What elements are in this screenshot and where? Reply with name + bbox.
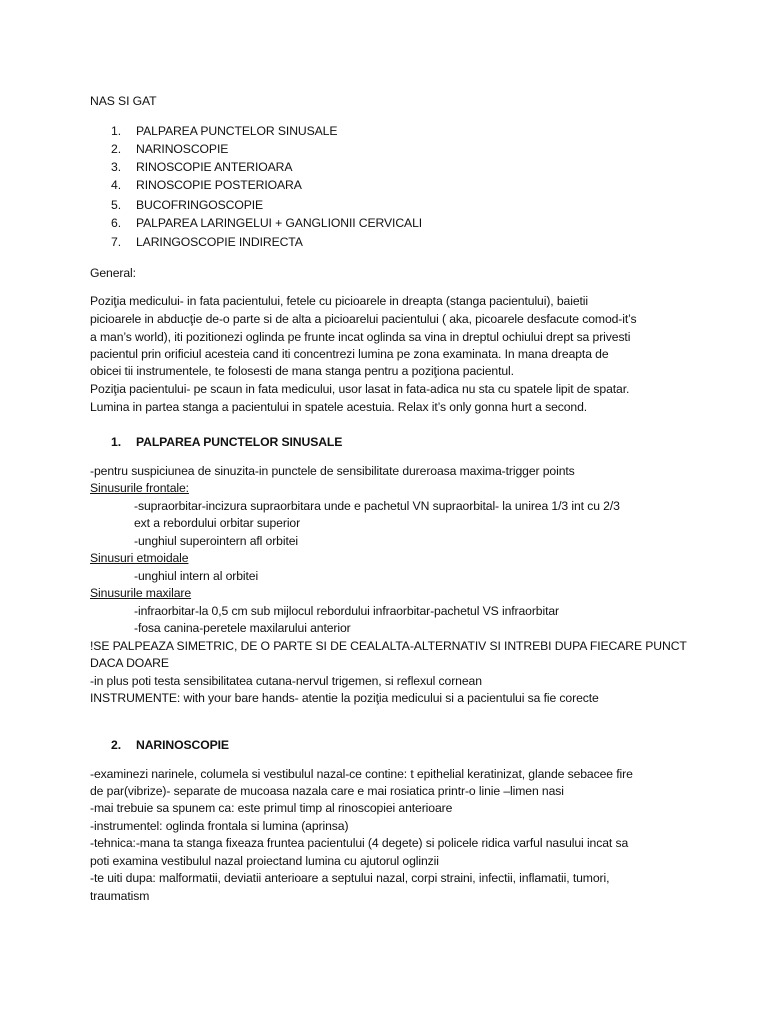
toc-item: PALPAREA LARINGELUI + GANGLIONII CERVICALI [136,216,423,230]
toc-item: BUCOFRINGOSCOPIE [136,198,264,212]
general-line: obicei tii instrumentele, te folosesti de mana stanga pentru a poziţiona pacientul. [90,364,514,378]
body-line: poti examina vestibulul nazal proiectand lumina cu ajutorul oglinzii [90,854,439,868]
toc-item: PALPAREA PUNCTELOR SINUSALE [136,124,338,138]
body-line: -te uiti dupa: malformatii, deviatii anterioare a septului nazal, corpi straini, infectii, inflamatii, tumori, [90,871,610,885]
body-line: -instrumentel: oglinda frontala si lumina (aprinsa) [90,819,349,833]
general-line: Poziţia pacientului- pe scaun in fata medicului, usor lasat in fata-adica nu sta cu spatele lipit de spatar. [90,382,630,396]
general-line: pacientul prin orificiul acesteia cand iti concentrezi lumina pe zona examinata. In mana dreapta de [90,347,609,361]
document-title: NAS SI GAT [90,94,157,108]
body-line: -unghiul intern al orbitei [134,569,259,583]
body-line: -mai trebuie sa spunem ca: este primul timp al rinoscopiei anterioare [90,801,453,815]
body-line: ext a rebordului orbitar superior [134,516,301,530]
subheading: Sinusurile maxilare [90,586,192,600]
general-line: Lumina in partea stanga a pacientului in spatele acestuia. Relax it’s only gonna hurt a second. [90,400,588,414]
subheading: Sinusuri etmoidale [90,551,189,565]
toc-item: LARINGOSCOPIE INDIRECTA [136,235,303,249]
toc-number: 5. [111,198,122,212]
body-line: -infraorbitar-la 0,5 cm sub mijlocul rebordului infraorbitar-pachetul VS infraorbitar [134,604,560,618]
toc-number: 1. [111,124,122,138]
toc-item: RINOSCOPIE ANTERIOARA [136,160,293,174]
body-line: -in plus poti testa sensibilitatea cutana-nervul trigemen, si reflexul cornean [90,674,482,688]
general-heading: General: [90,266,136,280]
section-heading: PALPAREA PUNCTELOR SINUSALE [136,435,343,449]
toc-number: 6. [111,216,122,230]
section-number: 1. [111,435,122,449]
toc-number: 7. [111,235,122,249]
toc-number: 3. [111,160,122,174]
section-number: 2. [111,738,122,752]
toc-number: 4. [111,178,122,192]
body-line: -pentru suspiciunea de sinuzita-in punctele de sensibilitate dureroasa maxima-trigger points [90,464,575,478]
body-line: -supraorbitar-incizura supraorbitara unde e pachetul VN supraorbital- la unirea 1/3 int cu 2/3 [134,499,620,513]
toc-item: NARINOSCOPIE [136,142,229,156]
body-line: traumatism [90,889,150,903]
body-line: de par(vibrize)- separate de mucoasa nazala care e mai rosiatica printr-o linie –limen nasi [90,784,564,798]
general-line: Poziţia medicului- in fata pacientului, fetele cu picioarele in dreapta (stanga pacientului), baietii [90,294,589,308]
body-line: -fosa canina-peretele maxilarului anterior [134,621,351,635]
body-line: -examinezi narinele, columela si vestibulul nazal-ce contine: t epithelial keratinizat, glande sebacee fire [90,767,633,781]
toc-item: RINOSCOPIE POSTERIOARA [136,178,302,192]
body-line: -tehnica:-mana ta stanga fixeaza fruntea pacientului (4 degete) si policele ridica varful nasului incat sa [90,836,629,850]
section-heading: NARINOSCOPIE [136,738,229,752]
subheading: Sinusurile frontale: [90,481,189,495]
body-line: -unghiul superointern afl orbitei [134,534,299,548]
body-line: !SE PALPEAZA SIMETRIC, DE O PARTE SI DE CEALALTA-ALTERNATIV SI INTREBI DUPA FIECARE PUNCT [90,639,687,653]
toc-number: 2. [111,142,122,156]
general-line: a man’s world), iti pozitionezi oglinda pe frunte incat oglinda sa vina in dreptul ochiului drept sa privesti [90,330,631,344]
body-line: DACA DOARE [90,656,169,670]
general-line: picioarele in abducţie de-o parte si de alta a picioarelui pacientului ( aka, picoarele desfacute comod-it’s [90,312,637,326]
body-line: INSTRUMENTE: with your bare hands- atentie la poziţia medicului si a pacientului sa fie corecte [90,691,599,705]
